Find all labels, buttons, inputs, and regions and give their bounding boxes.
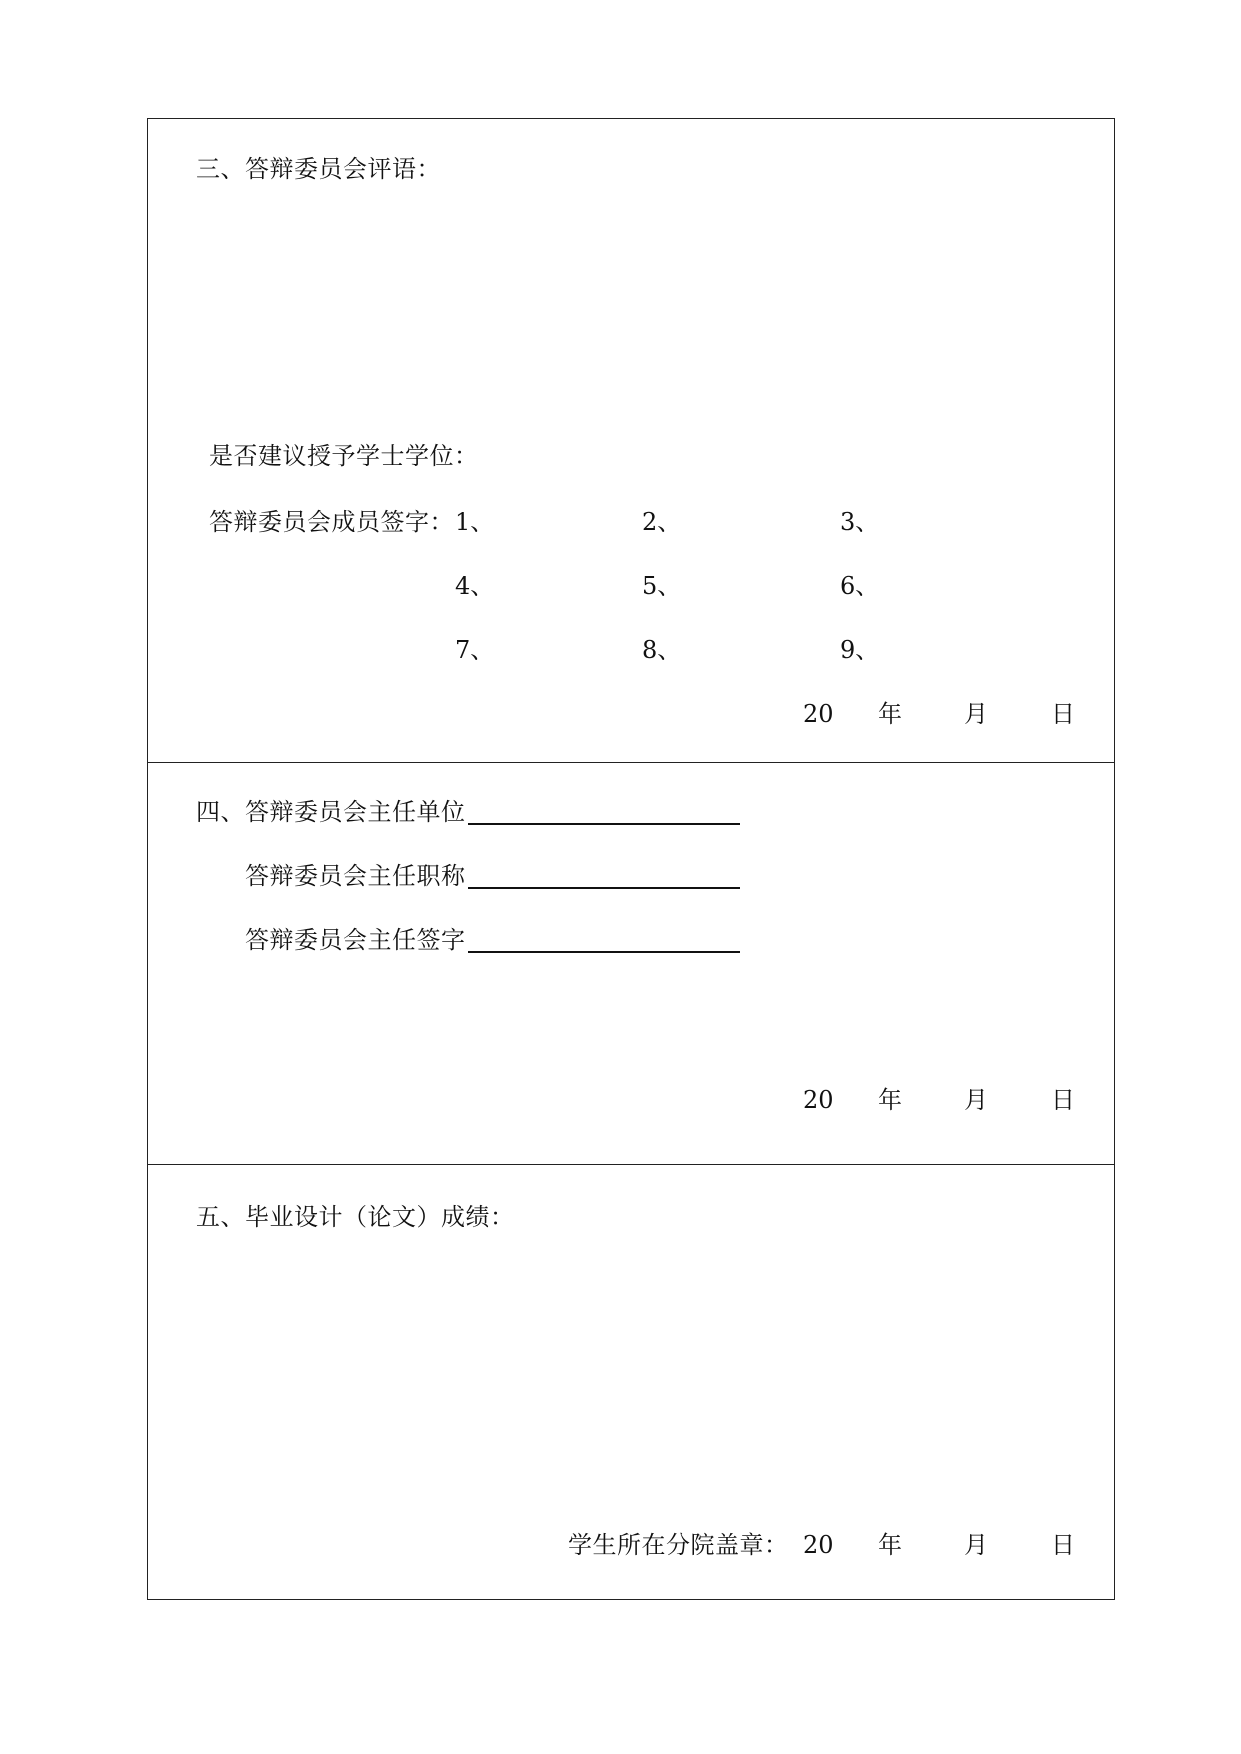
member-slot-4: 4、 [455, 572, 495, 600]
chair-signature-field[interactable] [468, 951, 740, 953]
member-slot-9: 9、 [840, 636, 880, 664]
date-month-label: 月 [964, 1531, 989, 1559]
chair-signature-label: 答辩委员会主任签字 [245, 926, 466, 954]
section-5-heading: 五、毕业设计（论文）成绩： [196, 1203, 515, 1231]
date-year-prefix: 20 [803, 1531, 834, 1559]
date-year-prefix: 20 [803, 1086, 834, 1114]
date-year-label: 年 [878, 1531, 903, 1559]
member-slot-1: 1、 [455, 508, 495, 536]
section-committee-comments [148, 119, 1114, 763]
member-slot-8: 8、 [642, 636, 682, 664]
date-year-prefix: 20 [803, 700, 834, 728]
member-slot-5: 5、 [642, 572, 682, 600]
degree-recommendation-label: 是否建议授予学士学位： [209, 442, 479, 470]
date-month-label: 月 [964, 700, 989, 728]
chair-unit-field[interactable] [468, 823, 740, 825]
date-day-label: 日 [1051, 1086, 1076, 1114]
section-thesis-grade [148, 1165, 1114, 1599]
member-slot-3: 3、 [840, 508, 880, 536]
date-year-label: 年 [878, 700, 903, 728]
chair-title-field[interactable] [468, 887, 740, 889]
college-stamp-label: 学生所在分院盖章： [568, 1531, 789, 1559]
chair-unit-label: 四、答辩委员会主任单位 [196, 798, 466, 826]
date-day-label: 日 [1051, 1531, 1076, 1559]
defense-record-form [147, 118, 1115, 1600]
date-year-label: 年 [878, 1086, 903, 1114]
date-day-label: 日 [1051, 700, 1076, 728]
date-month-label: 月 [964, 1086, 989, 1114]
committee-members-label: 答辩委员会成员签字： [209, 508, 454, 536]
member-slot-2: 2、 [642, 508, 682, 536]
chair-title-label: 答辩委员会主任职称 [245, 862, 466, 890]
member-slot-6: 6、 [840, 572, 880, 600]
section-3-heading: 三、答辩委员会评语： [196, 155, 441, 183]
section-committee-chair [148, 763, 1114, 1165]
member-slot-7: 7、 [455, 636, 495, 664]
